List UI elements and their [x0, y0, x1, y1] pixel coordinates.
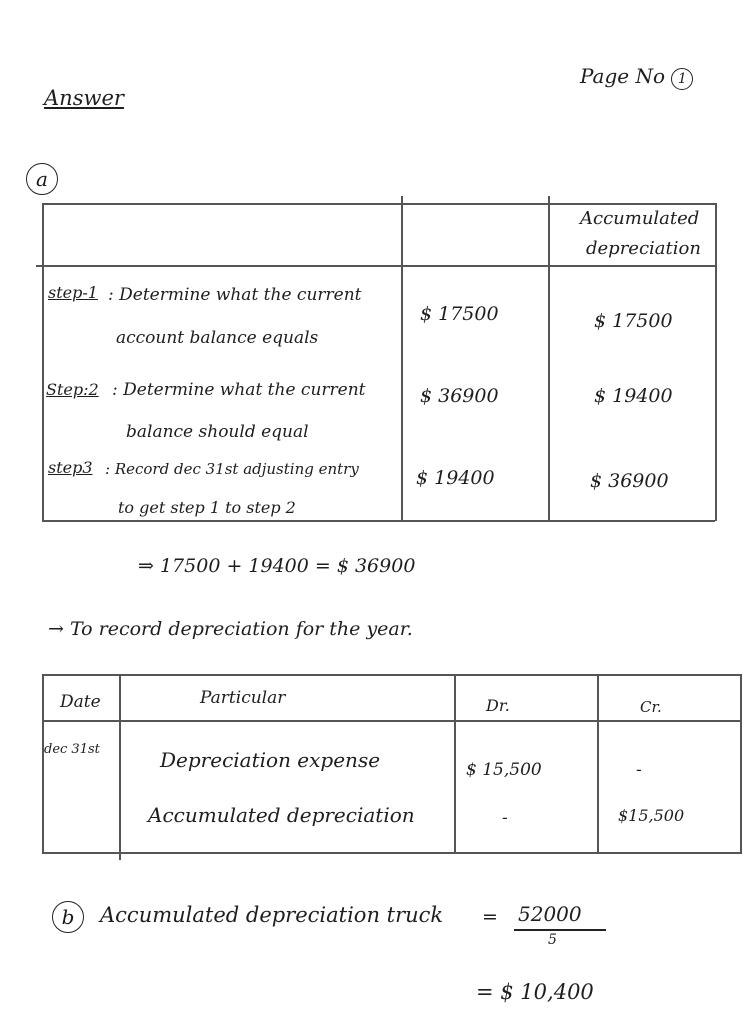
table1-border-top — [42, 203, 715, 205]
table2-header-cr: Cr. — [640, 698, 662, 716]
calc-line: ⇒ 17500 + 19400 = $ 36900 — [138, 555, 416, 577]
part-a-marker: a — [26, 163, 58, 195]
table2-date: dec 31st — [44, 742, 100, 757]
part-b-label: Accumulated depreciation truck — [100, 903, 444, 927]
table1-divider-col2 — [401, 196, 403, 521]
step1-desc-line2: account balance equals — [116, 328, 319, 348]
step1-label: step-1 — [48, 283, 98, 302]
part-b-equals: = — [482, 906, 498, 928]
step3-desc-line2: to get step 1 to step 2 — [118, 498, 296, 517]
table2-header-date: Date — [60, 692, 101, 712]
table1-header-accumulated: Accumulated — [580, 208, 700, 229]
table1-border-left — [42, 203, 44, 521]
table1-header-depreciation: depreciation — [586, 238, 701, 259]
page-label-text: Page No — [580, 64, 666, 88]
step2-accum: $ 19400 — [594, 385, 673, 407]
table1-border-right — [715, 203, 717, 521]
table2-divider-dr — [454, 674, 456, 852]
step2-desc-line1: : Determine what the current — [112, 380, 366, 400]
table2-row1-dr: $ 15,500 — [466, 760, 542, 780]
part-b-result: = $ 10,400 — [476, 980, 594, 1004]
fraction-bar — [514, 929, 606, 931]
step3-label: step3 — [48, 458, 93, 477]
table2-border-bottom — [42, 852, 742, 854]
part-b-marker: b — [52, 901, 84, 933]
table2-header-rule — [42, 720, 742, 722]
table2-row2-particular: Accumulated depreciation — [148, 803, 415, 827]
step1-desc-line1: : Determine what the current — [108, 285, 362, 305]
table2-header-dr: Dr. — [486, 696, 510, 715]
step2-label: Step:2 — [46, 380, 99, 399]
step3-accum: $ 36900 — [590, 470, 669, 492]
table1-header-rule — [36, 265, 716, 267]
table2-divider-date — [119, 674, 121, 860]
table2-row1-cr: - — [636, 760, 642, 780]
table2-row1-particular: Depreciation expense — [160, 748, 381, 772]
fraction-numerator: 52000 — [518, 902, 582, 926]
table2-border-left — [42, 674, 44, 852]
table2-header-particular: Particular — [200, 688, 286, 708]
table1-border-bottom — [42, 520, 715, 522]
page-number-label — [580, 64, 693, 90]
record-note: → To record depreciation for the year. — [48, 618, 413, 640]
step2-desc-line2: balance should equal — [126, 422, 309, 442]
step3-desc-line1: : Record dec 31st adjusting entry — [105, 460, 359, 478]
table2-border-right — [740, 674, 742, 852]
table2-border-top — [42, 674, 742, 676]
step1-accum: $ 17500 — [594, 310, 673, 332]
table2-row2-cr: $15,500 — [618, 806, 685, 825]
step2-amount: $ 36900 — [420, 385, 499, 407]
table1-divider-col3 — [548, 196, 550, 521]
table2-row2-dr: - — [502, 808, 508, 828]
fraction-denominator: 5 — [548, 932, 557, 948]
answer-heading: Answer — [44, 86, 124, 110]
step3-amount: $ 19400 — [416, 467, 495, 489]
step1-amount: $ 17500 — [420, 303, 499, 325]
page-number-circle: 1 — [671, 68, 693, 90]
table2-divider-cr — [597, 674, 599, 852]
